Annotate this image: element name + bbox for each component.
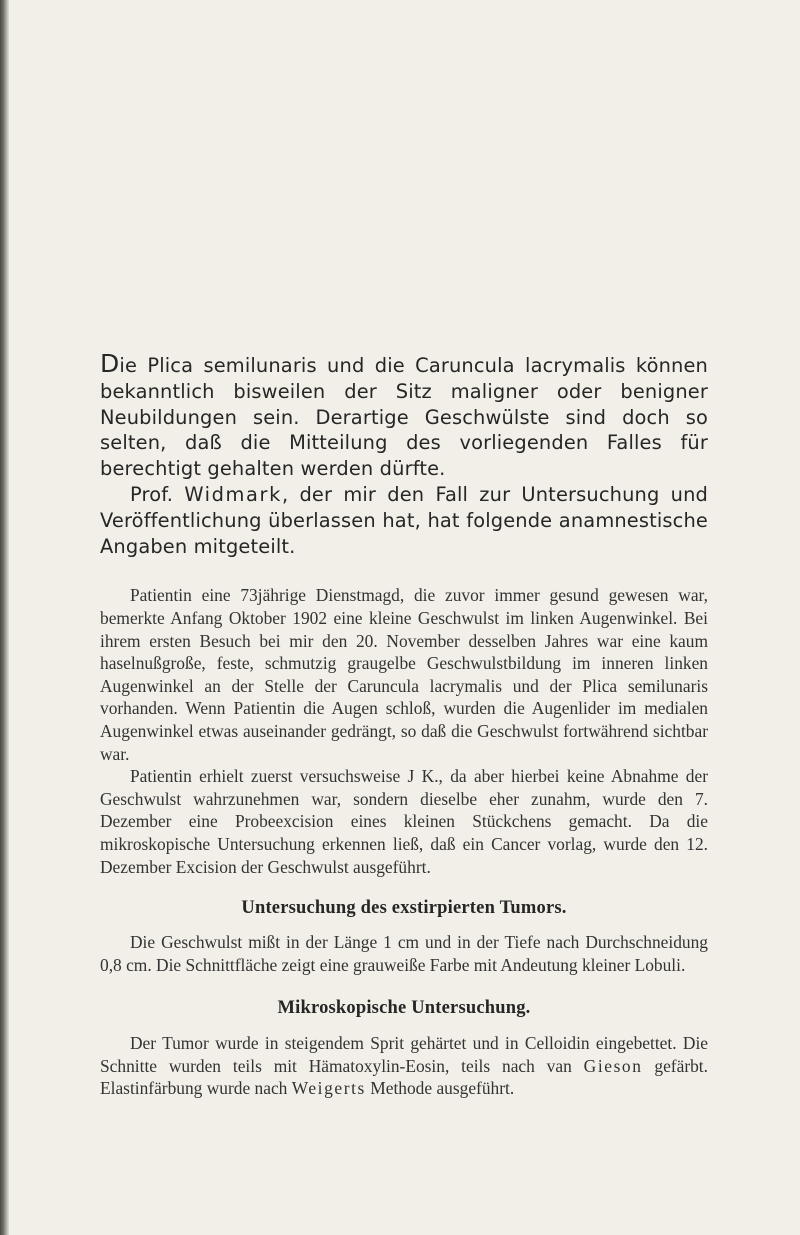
author-name-widmark: Widmark bbox=[184, 482, 282, 506]
source-paragraph bbox=[100, 482, 708, 559]
tumor-examination-paragraph: Die Geschwulst mißt in der Länge 1 cm und in der Tiefe nach Durchschneidung 0,8 cm. Die Schnittfläche zeigt eine grauweiße Farbe mit Andeutung kleiner Lobuli. bbox=[100, 932, 708, 975]
document-page bbox=[100, 349, 708, 1100]
source-prefix: Prof. bbox=[130, 482, 174, 506]
treatment-paragraph: Patientin erhielt zuerst versuchsweise J K., da aber hierbei keine Abnahme der Geschwulst wahrzunehmen war, sondern dieselbe eher zunahm, wurde den 7. Dezember eine Probeexcision eines kleinen Stückchens gemacht. Da die mikroskopische Untersuchung erkennen ließ, daß ein Cancer vorlag, wurde den 12. Dezember Excision der Geschwulst ausgeführt. bbox=[100, 766, 708, 877]
case-history-paragraph: Patientin eine 73jährige Dienstmagd, die zuvor immer gesund gewesen war, bemerkte Anfang Oktober 1902 eine kleine Geschwulst im linken Augenwinkel. Bei ihrem ersten Besuch bei mir den 20. November desselben Jahres war eine kaum haselnußgroße, feste, schmutzig graugelbe Geschwulstbildung im inneren linken Augenwinkel an der Stelle der Caruncula lacrymalis und der Plica semilunaris vorhanden. Wenn Patientin die Augen schloß, wurden die Augenlider im medialen Augenwinkel etwas auseinander gedrängt, so daß die Geschwulst fortwährend sichtbar war. bbox=[100, 585, 708, 764]
section-heading-microscopic-examination: Mikroskopische Untersuchung. bbox=[277, 998, 531, 1019]
microscopic-text-b: gefärbt. Elastinfärbung wurde nach bbox=[100, 1055, 708, 1099]
initial-capital: D bbox=[100, 349, 120, 378]
source-text: , der mir den Fall zur Untersuchung und Veröffentlichung überlassen hat, hat folgende anamnestische Angaben mitgeteilt. bbox=[100, 482, 708, 558]
section-heading-tumor-examination: Untersuchung des exstirpierten Tumors. bbox=[241, 898, 567, 919]
microscopic-paragraph bbox=[100, 1032, 708, 1100]
scan-binding-edge bbox=[0, 0, 9, 1235]
microscopic-text-a: Der Tumor wurde in steigendem Sprit gehärtet und in Celloidin eingebettet. Die Schnitte wurden teils mit Hämatoxylin-Eosin, teils nach van bbox=[100, 1033, 708, 1076]
intro-text: ie Plica semilunaris und die Caruncula lacrymalis können bekanntlich bisweilen der Sitz maligner oder benigner Neubildungen sein. Derartige Geschwülste sind doch so selten, daß die Mitteilung des vorliegenden Falles für berechtigt gehalten werden dürfte. bbox=[100, 354, 708, 481]
author-name-weigert: Weigerts bbox=[291, 1078, 366, 1099]
author-name-gieson: Gieson bbox=[583, 1055, 643, 1076]
intro-paragraph bbox=[100, 349, 708, 482]
microscopic-text-c: Methode ausgeführt. bbox=[370, 1078, 515, 1099]
